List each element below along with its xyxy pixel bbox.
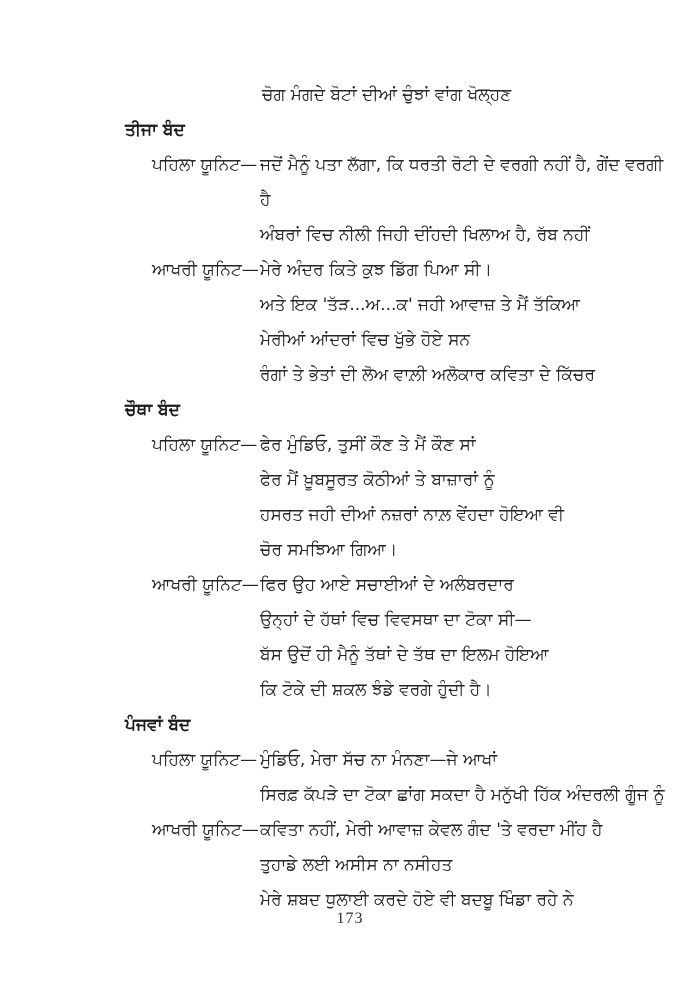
unit-label-first: ਪਹਿਲਾ ਯੂਨਿਟ—: [152, 435, 258, 455]
section-heading-third-band: ਤੀਜਾ ਬੰਦ: [125, 120, 185, 140]
unit-label-last: ਆਖਰੀ ਯੂਨਿਟ—: [152, 575, 259, 595]
unit-first: [0, 428, 700, 568]
poem-line: ਤੁਹਾਡੇ ਲਈ ਅਸੀਸ ਨਾ ਨਸੀਹਤ: [260, 855, 453, 875]
poem-line: ਬੱਸ ਉਦੋਂ ਹੀ ਮੈਨੂੰ ਤੱਥਾਂ ਦੇ ਤੱਥ ਦਾ ਇਲਮ ਹੋਇਆ: [260, 645, 549, 665]
poem-line: ਉਨ੍ਹਾਂ ਦੇ ਹੱਥਾਂ ਵਿਚ ਵਿਵਸਥਾ ਦਾ ਟੋਕਾ ਸੀ—: [260, 610, 532, 630]
unit-label-last: ਆਖਰੀ ਯੂਨਿਟ—: [152, 820, 259, 840]
section-fourth-band: [0, 393, 700, 708]
poem-line: ਫੇਰ ਮੈਂ ਖ਼ੂਬਸੂਰਤ ਕੋਠੀਆਂ ਤੇ ਬਾਜ਼ਾਰਾਂ ਨੂੰ: [260, 470, 495, 490]
poem-line: ਸਿਰਫ਼ ਕੱਪੜੇ ਦਾ ਟੋਕਾ ਛਾਂਗ ਸਕਦਾ ਹੈ ਮਨੁੱਖੀ ਹਿੱਕ ਅੰਦਰਲੀ ਗੂੰਜ ਨੂੰ: [260, 785, 665, 805]
unit-lines: [260, 743, 700, 813]
unit-label-first: ਪਹਿਲਾ ਯੂਨਿਟ—: [152, 750, 258, 770]
section-fifth-band: [0, 708, 700, 918]
section-heading-fourth-band: ਚੌਥਾ ਬੰਦ: [125, 400, 180, 420]
poem-line: ਚੋਰ ਸਮਝਿਆ ਗਿਆ।: [260, 540, 398, 560]
unit-first: [0, 743, 700, 813]
poem-line: ਮੇਰੇ ਅੰਦਰ ਕਿਤੇ ਕੁਝ ਡਿੱਗ ਪਿਆ ਸੀ।: [260, 260, 492, 280]
unit-lines: [260, 568, 700, 708]
poem-line: ਫੇਰ ਮੁੰਡਿਓ, ਤੁਸੀਂ ਕੌਣ ਤੇ ਮੈਂ ਕੌਣ ਸਾਂ: [260, 435, 476, 455]
poem-line: ਅੰਬਰਾਂ ਵਿਚ ਨੀਲੀ ਜਿਹੀ ਦੀਂਹਦੀ ਖਿਲਾਅ ਹੈ, ਰੱਬ ਨਹੀਂ: [260, 225, 590, 245]
poem-line: ਮੇਰੀਆਂ ਆਂਦਰਾਂ ਵਿਚ ਖੁੱਭੇ ਹੋਏ ਸਨ: [260, 330, 471, 350]
unit-lines: [260, 148, 700, 253]
poem-line: ਫਿਰ ਉਹ ਆਏ ਸਚਾਈਆਂ ਦੇ ਅਲੰਬਰਦਾਰ: [260, 575, 514, 595]
section-third-band: [0, 113, 700, 393]
unit-lines: [260, 813, 700, 918]
unit-last: [0, 568, 700, 708]
poem-line: ਕਿ ਟੋਕੇ ਦੀ ਸ਼ਕਲ ਝੰਡੇ ਵਰਗੇ ਹੁੰਦੀ ਹੈ।: [260, 680, 492, 700]
poem-line: ਜਦੋਂ ਮੈਨੂੰ ਪਤਾ ਲੱਗਾ, ਕਿ ਧਰਤੀ ਰੋਟੀ ਦੇ ਵਰਗੀ ਨਹੀਂ ਹੈ, ਗੇਂਦ ਵਰਗੀ: [260, 155, 664, 175]
poem-line: ਹਸਰਤ ਜਹੀ ਦੀਆਂ ਨਜ਼ਰਾਂ ਨਾਲ਼ ਵੇਂਹਦਾ ਹੋਇਆ ਵੀ: [260, 505, 565, 525]
unit-last: [0, 253, 700, 393]
poem-line: ਹੈ: [260, 190, 271, 210]
section-heading-fifth-band: ਪੰਜਵਾਂ ਬੰਦ: [125, 715, 191, 735]
unit-first: [0, 148, 700, 253]
poem-line: ਕਵਿਤਾ ਨਹੀਂ, ਮੇਰੀ ਆਵਾਜ਼ ਕੇਵਲ ਗੰਦ 'ਤੇ ਵਰਦਾ ਮੀਂਹ ਹੈ: [260, 820, 603, 840]
unit-last: [0, 813, 700, 918]
unit-lines: [260, 428, 700, 568]
poem-line: ਰੰਗਾਂ ਤੇ ਭੇਤਾਂ ਦੀ ਲੋਅ ਵਾਲ਼ੀ ਅਲੋਕਾਰ ਕਵਿਤਾ ਦੇ ਕਿੱਚਰ: [260, 365, 596, 385]
poem-line: ਅਤੇ ਇਕ 'ਤੱੜ...ਅ...ਕ' ਜਹੀ ਆਵਾਜ਼ ਤੇ ਮੈਂ ਤੱਕਿਆ: [260, 295, 580, 315]
poem-line: ਮੇਰੇ ਸ਼ਬਦ ਧੁਲਾਈ ਕਰਦੇ ਹੋਏ ਵੀ ਬਦਬੂ ਖਿੰਡਾ ਰਹੇ ਨੇ: [260, 890, 574, 910]
unit-label-last: ਆਖਰੀ ਯੂਨਿਟ—: [152, 260, 259, 280]
poem-line: ਮੁੰਡਿਓ, ਮੇਰਾ ਸੱਚ ਨਾ ਮੰਨਣਾ—ਜੇ ਆਖਾਂ: [260, 750, 498, 770]
page-number: 173: [336, 910, 364, 927]
unit-label-first: ਪਹਿਲਾ ਯੂਨਿਟ—: [152, 155, 258, 175]
unit-lines: [260, 253, 700, 393]
carryover-poem-line: ਚੋਗ ਮੰਗਦੇ ਬੋਟਾਂ ਦੀਆਂ ਚੁੰਝਾਂ ਵਾਂਗ ਖੋਲ੍ਹਣ: [262, 85, 512, 105]
